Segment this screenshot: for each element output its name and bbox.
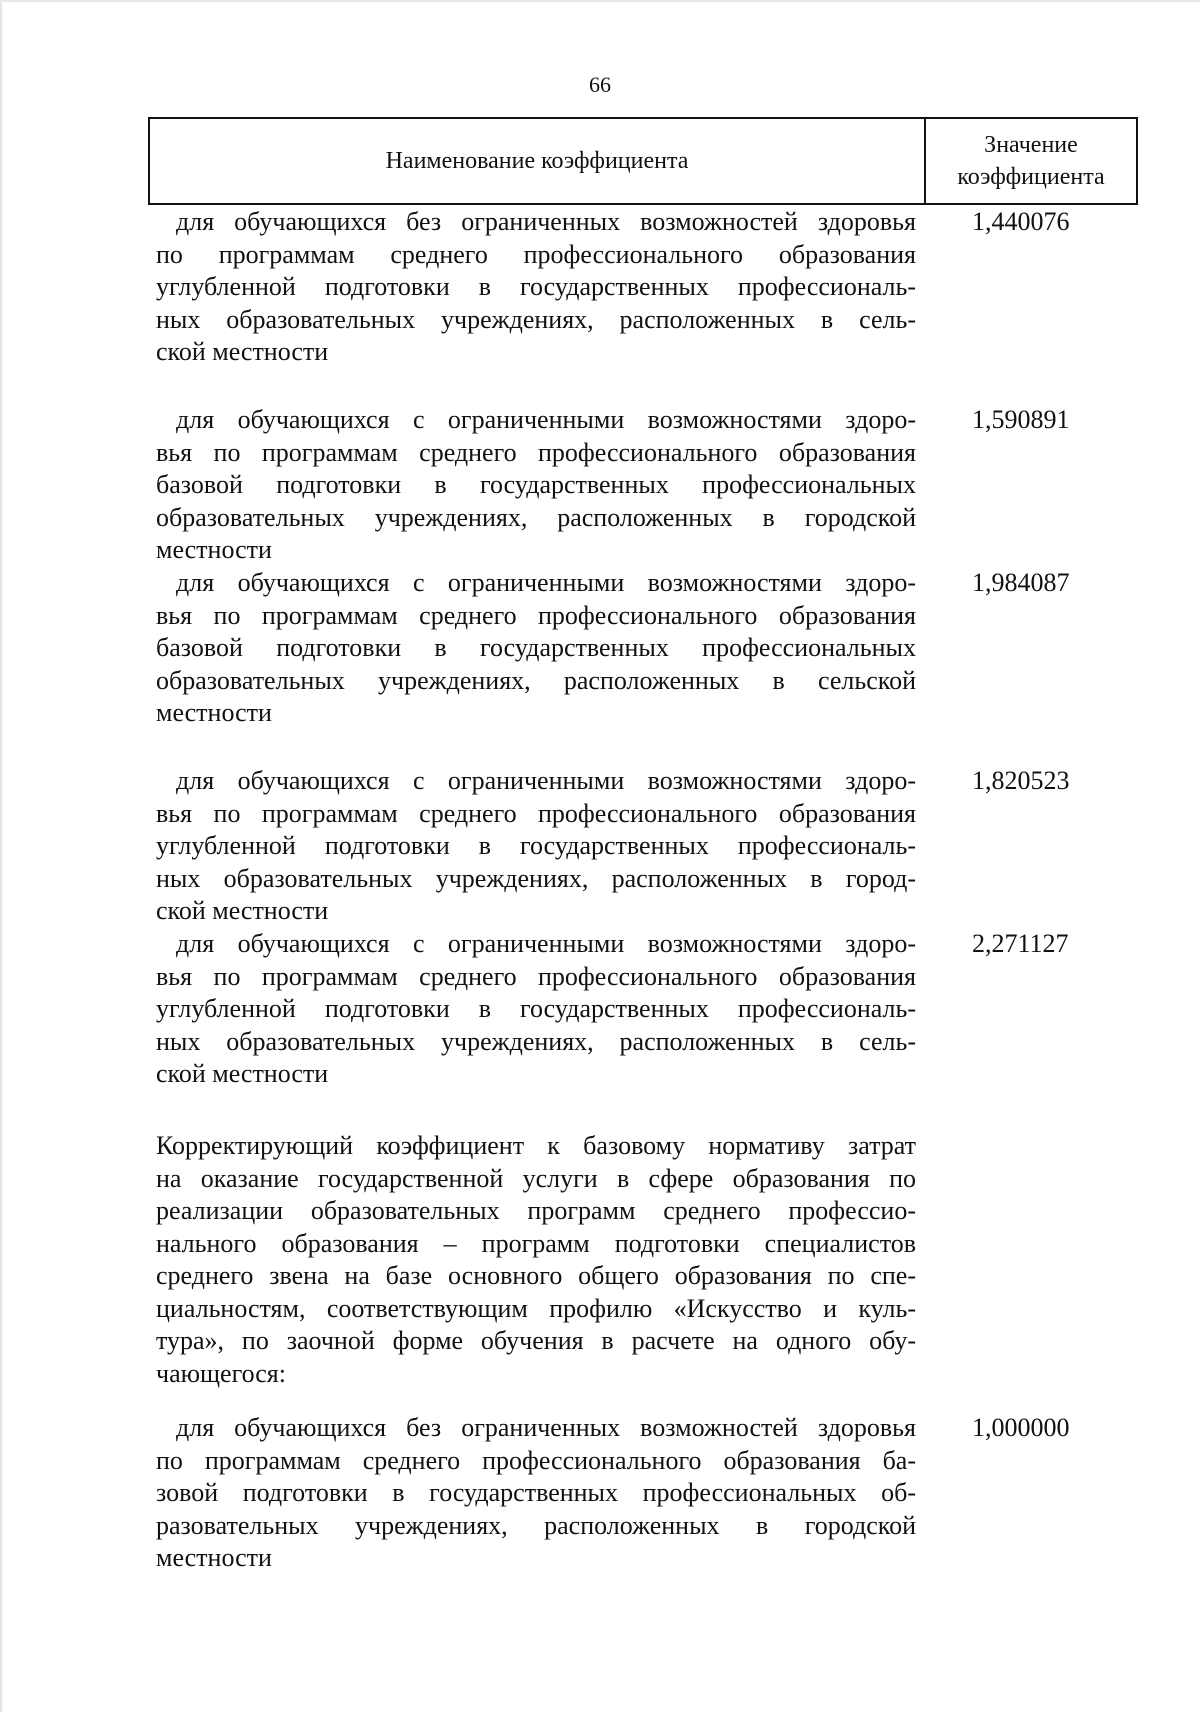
entry-line: ской местности	[156, 1059, 329, 1088]
entry-line: углубленной подготовки в государственных профессиональ-	[156, 994, 916, 1023]
entry-line: базовой подготовки в государственных профессиональных	[156, 633, 916, 662]
page-number: 66	[589, 72, 611, 97]
heading-line: среднего звена на базе основного общего образования по спе-	[156, 1261, 916, 1290]
entry-line: местности	[156, 1543, 272, 1572]
entry-line: зовой подготовки в государственных профессиональных об-	[156, 1478, 916, 1507]
coefficient-value-4: 1,820523	[972, 766, 1070, 795]
heading-line: реализации образовательных программ среднего профессио-	[156, 1196, 916, 1225]
table-header	[148, 117, 1138, 205]
entry-line: ных образовательных учреждениях, расположенных в сель-	[156, 1026, 916, 1056]
entry-line: базовой подготовки в государственных профессиональных	[156, 470, 916, 499]
scan-top-edge	[0, 0, 1200, 2]
entry-line: для обучающихся без ограниченных возможностей здоровья	[176, 207, 916, 236]
entry-line: для обучающихся без ограниченных возможностей здоровья	[176, 1413, 916, 1442]
entry-line: для обучающихся с ограниченными возможностями здоро-	[176, 929, 916, 958]
coefficient-value-3: 1,984087	[972, 568, 1070, 597]
entry-line: по программам среднего профессионального образования	[156, 239, 916, 269]
entry-line: ской местности	[156, 896, 329, 925]
coefficient-value-1: 1,440076	[972, 207, 1070, 236]
coefficient-value-6: 1,000000	[972, 1413, 1070, 1442]
entry-line: вья по программам среднего профессионального образования	[156, 961, 916, 991]
entry-line: разовательных учреждениях, расположенных в городской	[156, 1510, 916, 1540]
entry-line: вья по программам среднего профессионального образования	[156, 437, 916, 467]
coefficient-entry-3	[156, 567, 916, 730]
coefficient-entry-4	[156, 765, 916, 928]
entry-line: по программам среднего профессионального образования ба-	[156, 1445, 916, 1475]
entry-line: углубленной подготовки в государственных профессиональ-	[156, 831, 916, 860]
section-heading	[156, 1130, 916, 1390]
entry-line: для обучающихся с ограниченными возможностями здоро-	[176, 766, 916, 795]
heading-line: Корректирующий коэффициент к базовому нормативу затрат	[156, 1131, 916, 1160]
column-header-value	[926, 119, 1136, 203]
coefficient-value-2: 1,590891	[972, 405, 1070, 434]
heading-line: на оказание государственной услуги в сфере образования по	[156, 1163, 916, 1193]
coefficient-value-5: 2,271127	[972, 929, 1069, 958]
entry-line: образовательных учреждениях, расположенных в городской	[156, 502, 916, 532]
entry-line: вья по программам среднего профессионального образования	[156, 600, 916, 630]
entry-line: ных образовательных учреждениях, расположенных в сель-	[156, 304, 916, 334]
coefficient-entry-6	[156, 1412, 916, 1575]
heading-line: чающегося:	[156, 1358, 286, 1388]
column-header-value-line1: Значение	[984, 132, 1078, 158]
coefficient-entry-2	[156, 404, 916, 567]
heading-line: циальностям, соответствующим профилю «Искусство и куль-	[156, 1293, 916, 1323]
heading-line: тура», по заочной форме обучения в расчете на одного обу-	[156, 1326, 916, 1355]
coefficient-entry-5	[156, 928, 916, 1091]
entry-line: местности	[156, 698, 272, 727]
entry-line: местности	[156, 535, 272, 564]
column-header-name: Наименование коэффициента	[150, 119, 926, 203]
entry-line: ных образовательных учреждениях, расположенных в город-	[156, 863, 916, 893]
entry-line: для обучающихся с ограниченными возможностями здоро-	[176, 405, 916, 434]
coefficient-entry-1	[156, 206, 916, 369]
entry-line: углубленной подготовки в государственных профессиональ-	[156, 272, 916, 301]
entry-line: образовательных учреждениях, расположенных в сельской	[156, 665, 916, 695]
heading-line: нального образования – программ подготовки специалистов	[156, 1228, 916, 1258]
scan-edge	[0, 0, 3, 1712]
entry-line: ской местности	[156, 337, 329, 366]
entry-line: для обучающихся с ограниченными возможностями здоро-	[176, 568, 916, 597]
entry-line: вья по программам среднего профессионального образования	[156, 798, 916, 828]
column-header-value-line2: коэффициента	[957, 164, 1105, 190]
